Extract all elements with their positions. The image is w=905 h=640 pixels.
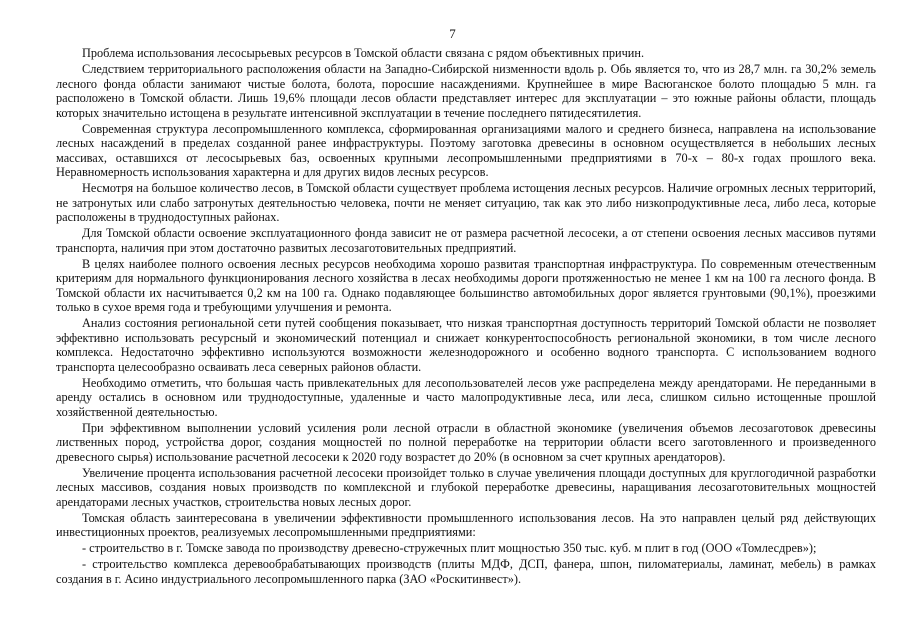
paragraph: Увеличение процента использования расчетной лесосеки произойдет только в случае увеличения площади доступных для круглогодичной разработки лесных массивов, создания новых производств по комплексной и глубокой переработке древесины, наращивания лесозаготовительных мощностей арендаторами лесных участков, строительства новых лесных дорог. [56, 465, 876, 509]
paragraph: Анализ состояния региональной сети путей сообщения показывает, что низкая транспортная доступность территорий Томской области не позволяет эффективно использовать ресурсный и экономический потенциал и снижает конкурентоспособность региональной экономики, в том числе лесного комплекса. Недостаточно эффективно используются возможности железнодорожного и особенно водного транспорта. С использованием водного транспорта целесообразно осваивать леса северных районов области. [56, 316, 876, 374]
list-item: - строительство в г. Томске завода по производству древесно-стружечных плит мощностью 350 тыс. куб. м плит в год (ООО «Томлесдрев»); [82, 541, 817, 555]
page-number: 7 [449, 26, 456, 41]
list-item: - строительство комплекса деревообрабатывающих производств (плиты МДФ, ДСП, фанера, шпон, пиломатериалы, ламинат, мебель) в рамках создания в г. Асино индустриального лесопромышленного парка (ЗАО «Роскитинвест»). [56, 557, 876, 586]
paragraph: При эффективном выполнении условий усиления роли лесной отрасли в областной экономике (увеличения объемов лесозаготовок древесины лиственных пород, устройства дорог, создания мощностей по полной переработке на территории области всего заготовленного и произведенного древесного сырья) использование расчетной лесосеки к 2020 году возрастет до 20% (в основном за счет крупных арендаторов). [56, 420, 876, 464]
paragraph: Проблема использования лесосырьевых ресурсов в Томской области связана с рядом объективных причин. [82, 46, 645, 60]
paragraph: Необходимо отметить, что большая часть привлекательных для лесопользователей лесов уже распределена между арендаторами. Не переданными в аренду остались в основном или труднодоступные, удаленные и часто малопродуктивные леса, или леса, слишком сильно истощенные прошлой хозяйственной деятельностью. [56, 375, 876, 419]
paragraph: Современная структура лесопромышленного комплекса, сформированная организациями малого и среднего бизнеса, направлена на использование лесных насаждений в пределах созданной ранее инфраструктуры. Поэтому заготовка древесины в основном осуществляется в небольших лесных массивах, оставшихся от лесосырьевых баз, освоенных крупными лесопромышленными предприятиями в 70-х – 80-х годах прошлого века. Неравномерность использования характерна и для других видов лесных ресурсов. [56, 121, 876, 179]
paragraph: Несмотря на большое количество лесов, в Томской области существует проблема истощения лесных ресурсов. Наличие огромных лесных территорий, не затронутых или слабо затронутых деятельностью человека, почти не меняет ситуацию, так как это либо низкопродуктивные леса, либо леса, которые расположены в труднодоступных районах. [56, 181, 876, 224]
document-body [56, 46, 876, 588]
paragraph: Для Томской области освоение эксплуатационного фонда зависит не от размера расчетной лесосеки, а от степени освоения лесных массивов путями транспорта, наличия при этом достаточно развитых лесозаготовительных предприятий. [56, 226, 876, 255]
paragraph: Томская область заинтересована в увеличении эффективности промышленного использования лесов. На это направлен целый ряд действующих инвестиционных проектов, реализуемых лесопромышленными предприятиями: [56, 510, 876, 539]
paragraph: Следствием территориального расположения области на Западно-Сибирской низменности вдоль р. Обь является то, что из 28,7 млн. га 30,2% земель лесного фонда области занимают чистые болота, болота, поросшие насаждениями. Крупнейшее в мире Васюганское болото площадью 5 млн. га расположено в Томской области. Лишь 19,6% площади лесов области представляет интерес для эксплуатации – это южные районы области, площадь которых значительно истощена в результате интенсивной эксплуатации в течение последнего пятидесятилетия. [56, 62, 876, 120]
paragraph: В целях наиболее полного освоения лесных ресурсов необходима хорошо развитая транспортная инфраструктура. По современным отечественным критериям для нормального функционирования лесного хозяйства в лесах необходимы дороги протяженностью не менее 1 км на 100 га лесного фонда. В Томской области их насчитывается 0,2 км на 100 га. Однако подавляющее большинство автомобильных дорог является грунтовыми (90,1%), проезжими только в сухое время года и требующими улучшения и ремонта. [56, 256, 876, 314]
